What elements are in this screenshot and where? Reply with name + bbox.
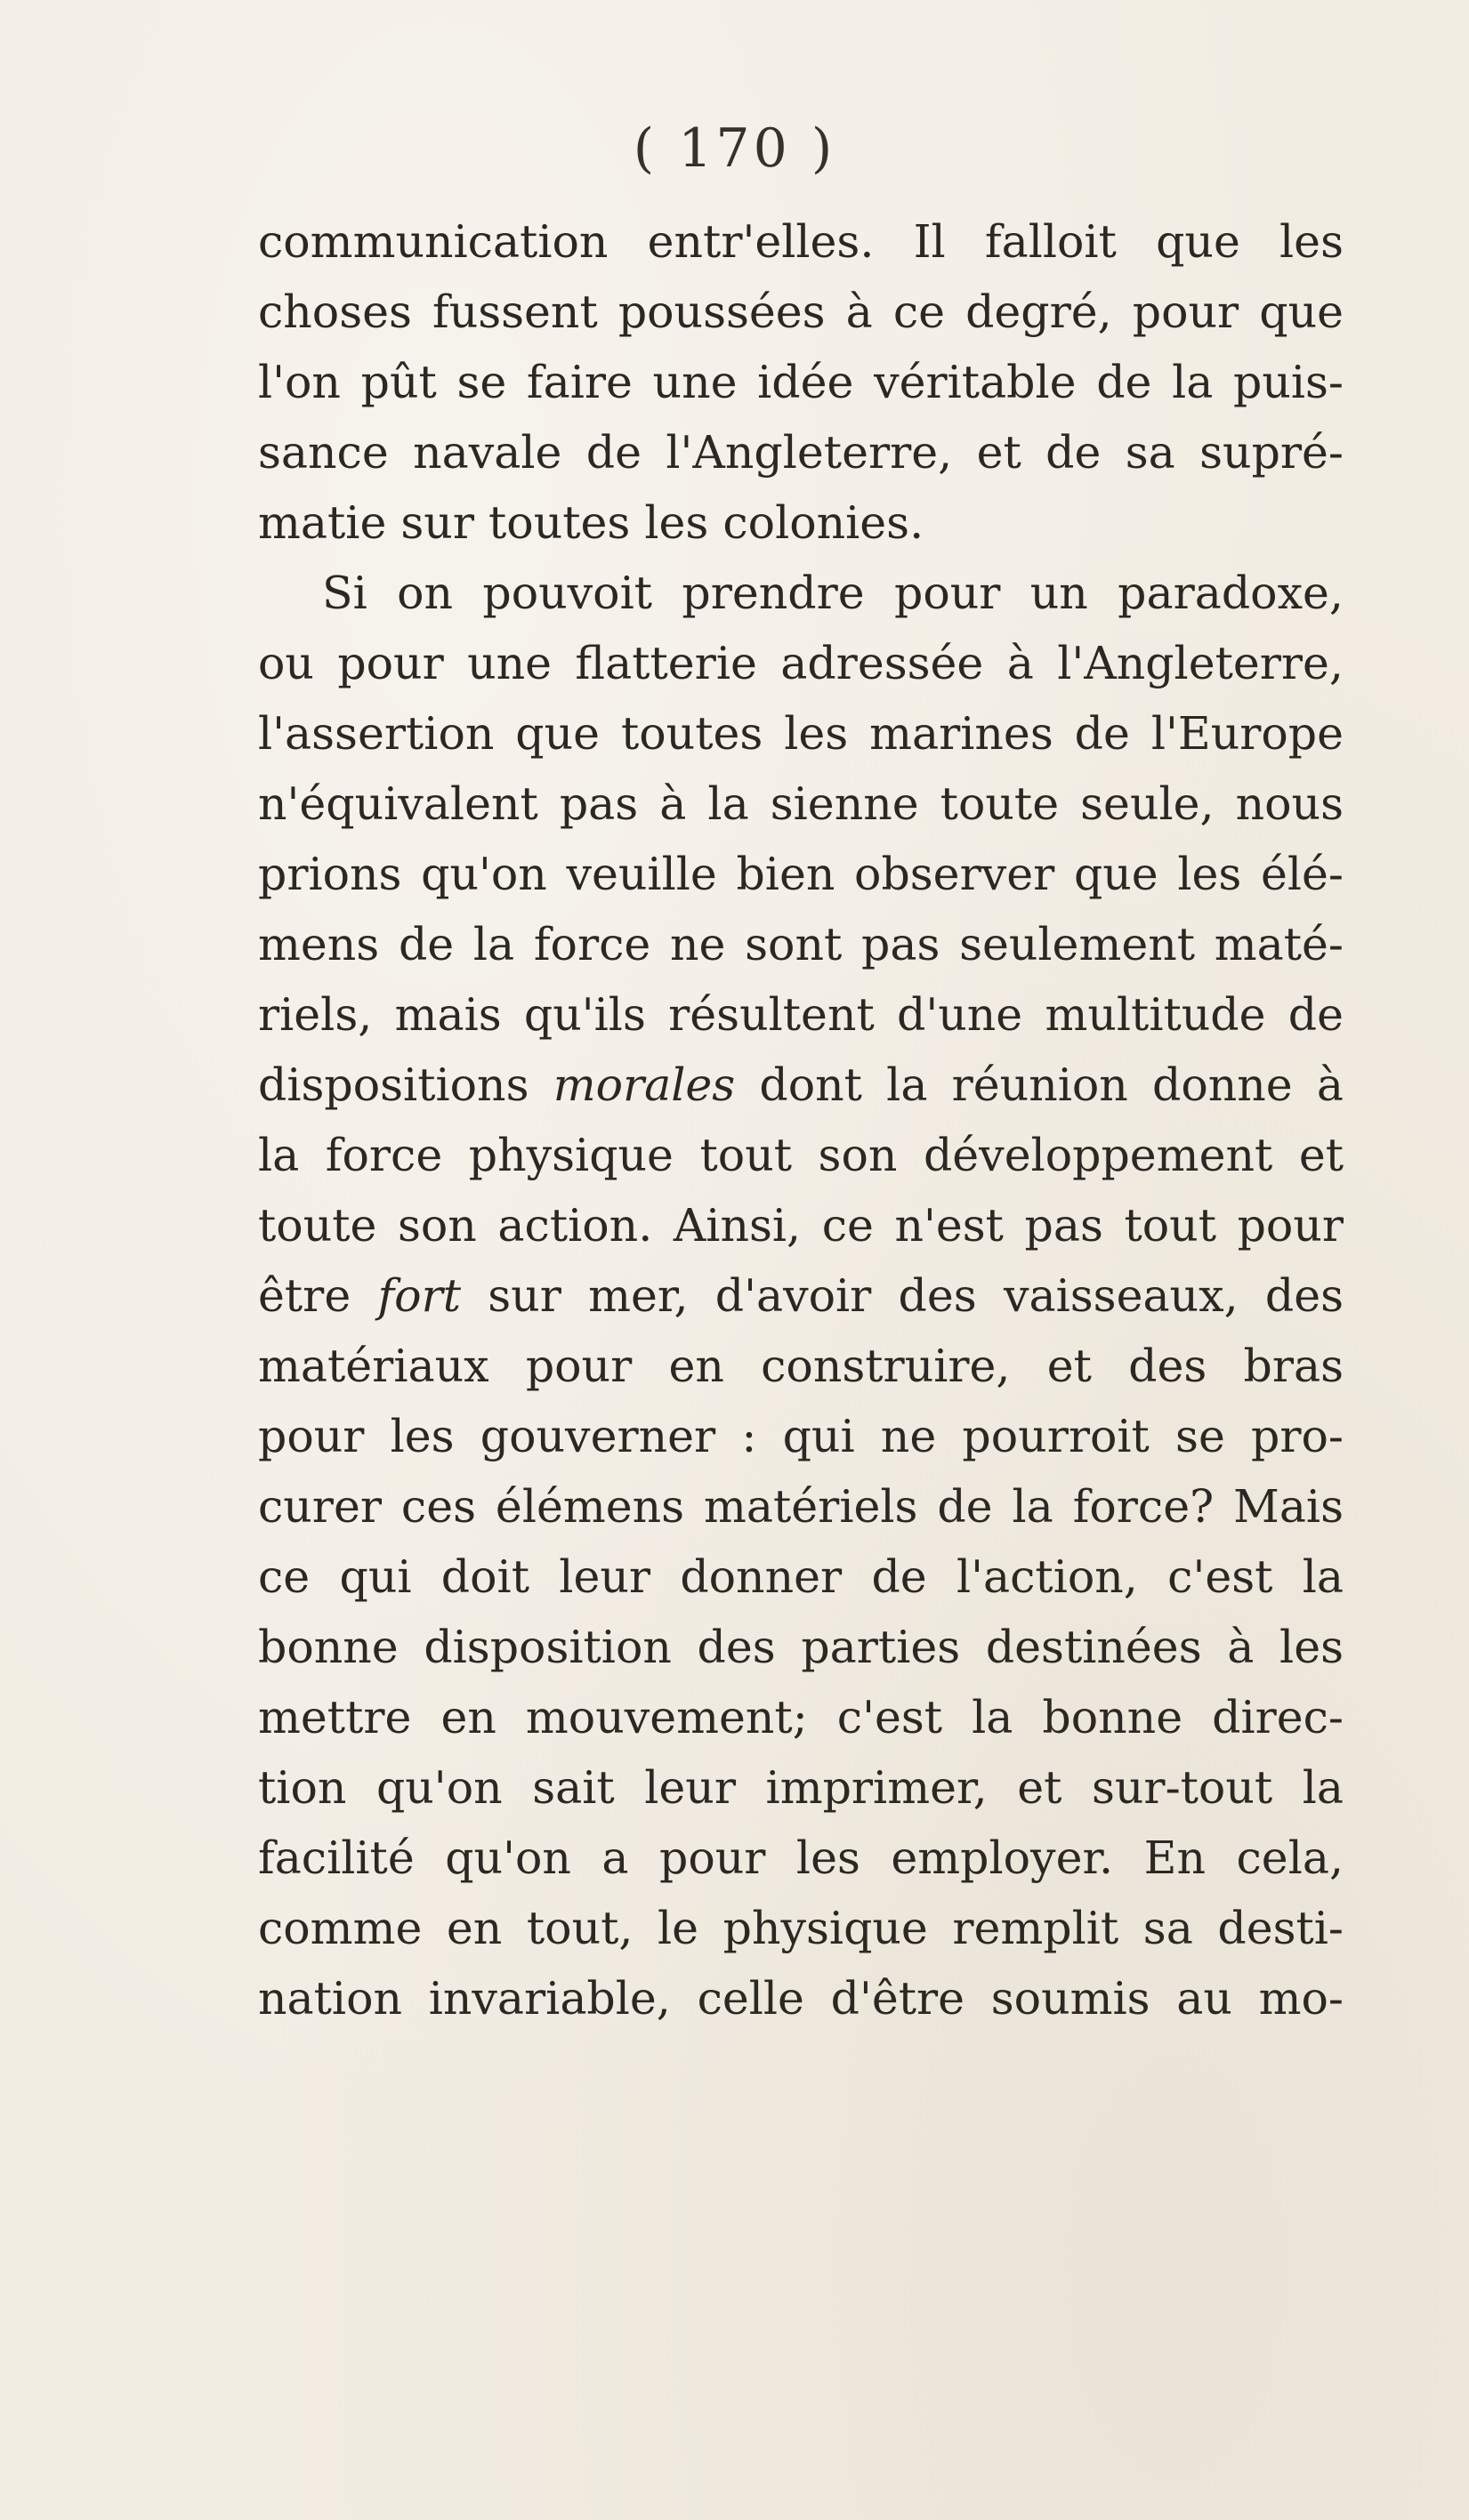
- text-line: toute son action. Ainsi, ce n'est pas tout pour: [258, 1199, 1344, 1252]
- text-line: facilité qu'on a pour les employer. En cela,: [258, 1832, 1344, 1884]
- text-line: mens de la force ne sont pas seulement maté-: [258, 918, 1344, 970]
- text-run: dont la réunion donne à: [735, 1059, 1344, 1111]
- text-line: [258, 1050, 1344, 1120]
- text-line: pour les gouverner : qui ne pourroit se pro-: [258, 1410, 1344, 1462]
- text-line: comme en tout, le physique remplit sa desti-: [258, 1902, 1344, 1954]
- page-number: ( 170 ): [633, 117, 836, 180]
- italic-word: morales: [553, 1059, 736, 1111]
- text-line: la force physique tout son développement et: [258, 1129, 1344, 1181]
- paragraph-start-line: Si on pouvoit prendre pour un paradoxe,: [322, 567, 1344, 619]
- text-line: l'assertion que toutes les marines de l'Europe: [258, 707, 1344, 760]
- text-line: l'on pût se faire une idée véritable de la puis-: [258, 356, 1344, 408]
- text-line: n'équivalent pas à la sienne toute seule, nous: [258, 777, 1344, 830]
- text-line: choses fussent poussées à ce degré, pour que: [258, 286, 1344, 338]
- body-text: [258, 206, 1344, 2033]
- text-line: sance navale de l'Angleterre, et de sa supré-: [258, 426, 1344, 479]
- text-line: curer ces élémens matériels de la force? Mais: [258, 1480, 1344, 1533]
- text-run: sur mer, d'avoir des vaisseaux, des: [461, 1269, 1344, 1322]
- text-line: communication entr'elles. Il falloit que les: [258, 215, 1344, 268]
- text-run: dispositions: [258, 1059, 553, 1111]
- text-line: matie sur toutes les colonies.: [258, 496, 924, 549]
- text-line: riels, mais qu'ils résultent d'une multitude de: [258, 988, 1344, 1041]
- text-line: tion qu'on sait leur imprimer, et sur-tout la: [258, 1761, 1344, 1814]
- text-line: matériaux pour en construire, et des bras: [258, 1340, 1344, 1392]
- text-line: mettre en mouvement; c'est la bonne direc-: [258, 1691, 1344, 1743]
- text-line: bonne disposition des parties destinées à les: [258, 1621, 1344, 1673]
- text-line: ou pour une flatterie adressée à l'Angleterre,: [258, 637, 1344, 689]
- text-line: nation invariable, celle d'être soumis au mo-: [258, 1972, 1344, 2025]
- text-run: être: [258, 1269, 378, 1322]
- text-line: [258, 1260, 1344, 1331]
- text-line: ce qui doit leur donner de l'action, c'est la: [258, 1550, 1344, 1603]
- text-line: prions qu'on veuille bien observer que les élé-: [258, 848, 1344, 900]
- italic-word: fort: [377, 1269, 461, 1322]
